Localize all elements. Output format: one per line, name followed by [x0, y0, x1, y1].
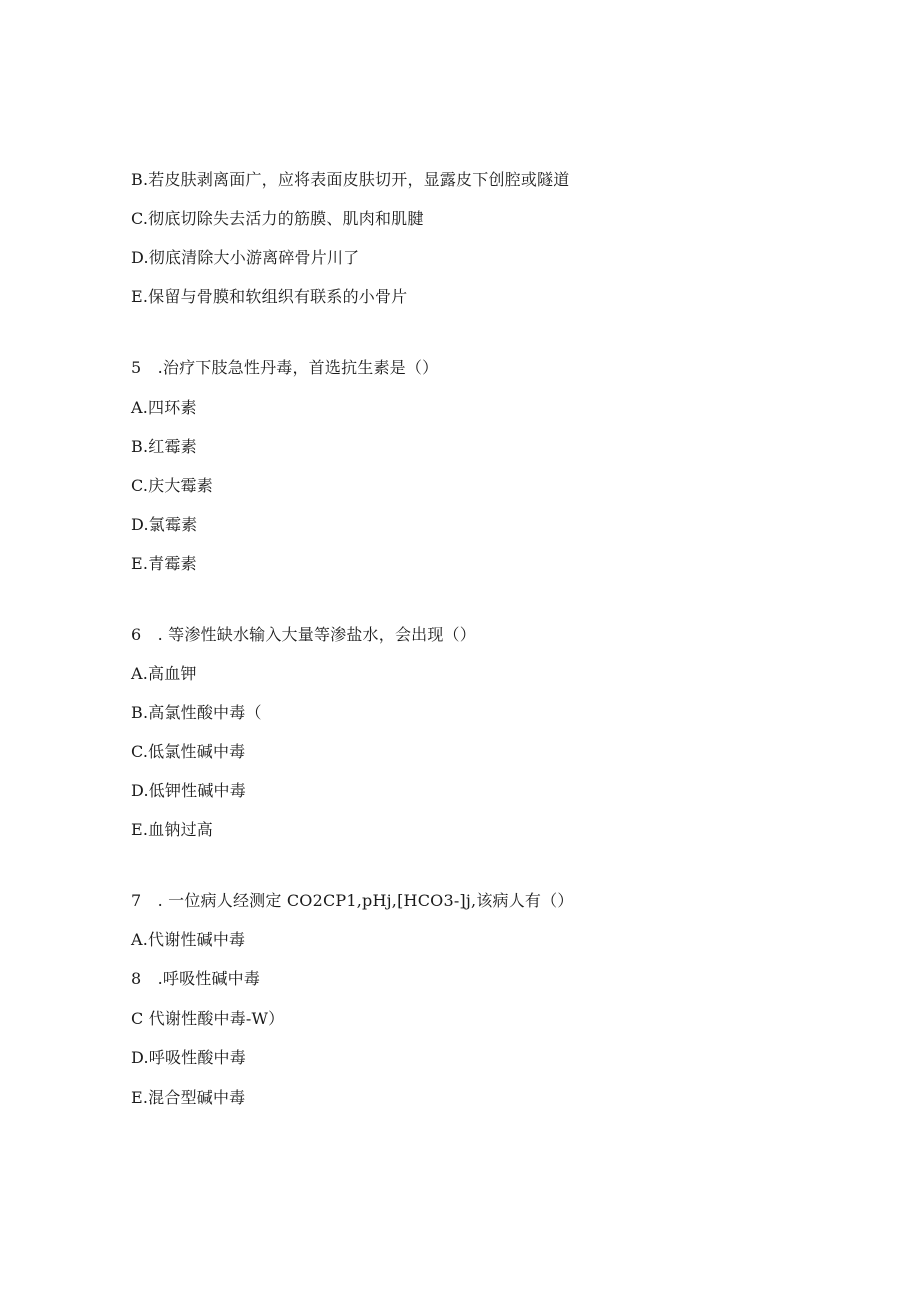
option-e-q5: E.青霉素	[131, 554, 197, 573]
option-b-q4: B.若皮肤剥离面广，应将表面皮肤切开，显露皮下创腔或隧道	[131, 170, 570, 189]
option-e-q4: E.保留与骨膜和软组织有联系的小骨片	[131, 287, 408, 306]
option-b-q5: B.红霉素	[131, 437, 197, 456]
option-a-q7: A.代谢性碱中毒	[131, 930, 246, 949]
option-c-q7: C 代谢性酸中毒-W）	[131, 1009, 285, 1028]
option-a-q6: A.高血钾	[131, 664, 197, 683]
option-d-q7: D.呼吸性酸中毒	[131, 1048, 246, 1067]
option-d-q4: D.彻底清除大小游离碎骨片川了	[131, 248, 360, 267]
option-d-q6: D.低钾性碱中毒	[131, 781, 246, 800]
option-a-q5: A.四环素	[131, 398, 197, 417]
question-7: 7 . 一位病人经测定 CO2CP1,pHj,[HCO3-]j,该病人有（）	[131, 891, 574, 910]
option-b-q6: B.高氯性酸中毒（	[131, 703, 262, 722]
option-e-q6: E.血钠过高	[131, 820, 213, 839]
question-6: 6 . 等渗性缺水输入大量等渗盐水，会出现（）	[131, 625, 476, 644]
option-e-q7: E.混合型碱中毒	[131, 1088, 246, 1107]
option-c-q4: C.彻底切除失去活力的筋膜、肌肉和肌腱	[131, 209, 424, 228]
option-c-q5: C.庆大霉素	[131, 476, 213, 495]
option-b-q7: 8 .呼吸性碱中毒	[131, 969, 261, 988]
option-c-q6: C.低氯性碱中毒	[131, 742, 246, 761]
option-d-q5: D.氯霉素	[131, 515, 198, 534]
question-5: 5 .治疗下肢急性丹毒，首选抗生素是（）	[131, 358, 439, 377]
